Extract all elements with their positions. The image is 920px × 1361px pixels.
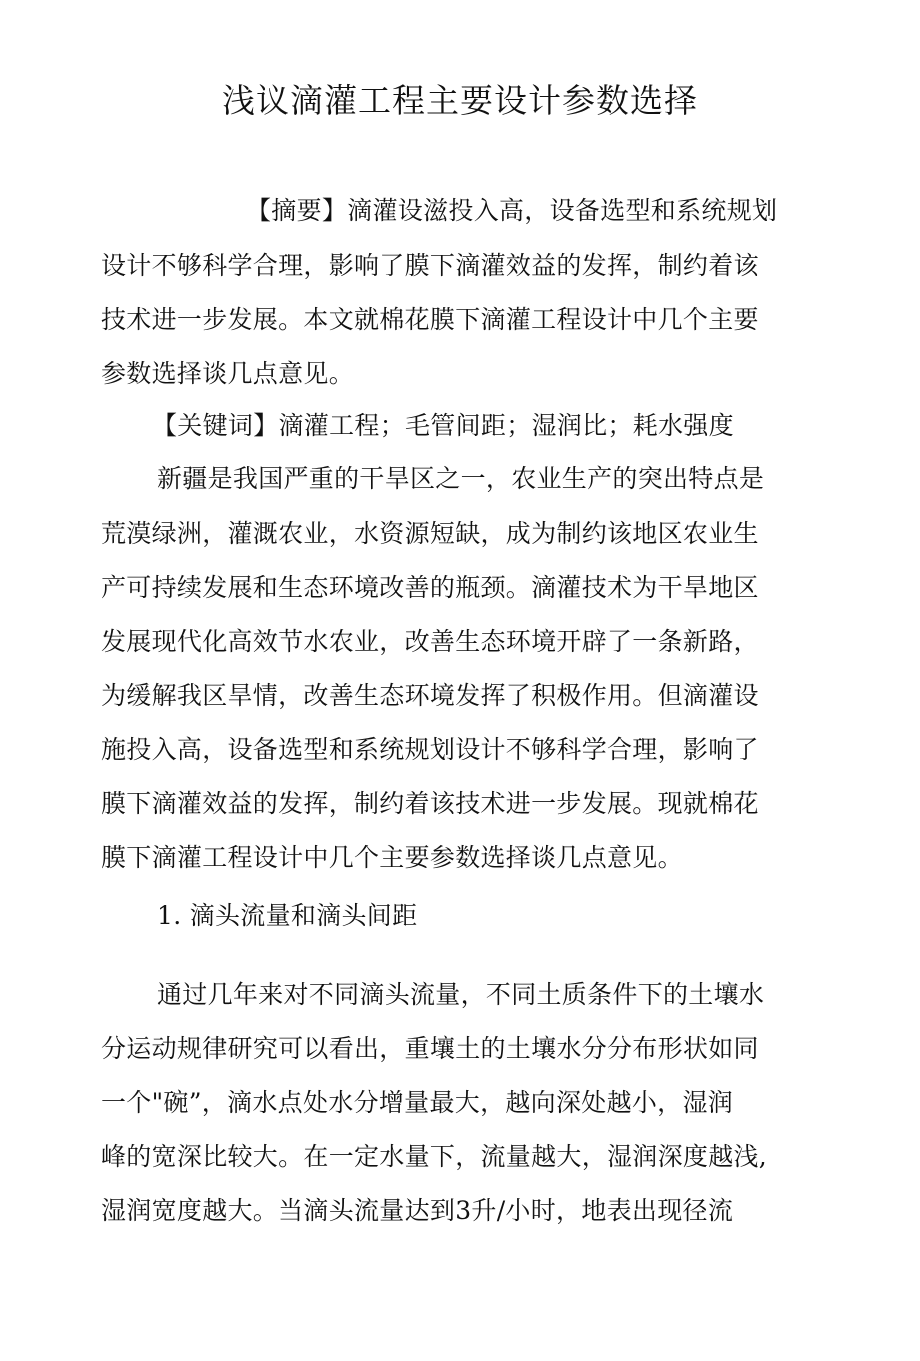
intro-line: 膜下滴灌效益的发挥，制约着该技术进一步发展。现就棉花 bbox=[101, 789, 759, 818]
section1-line: 分运动规律研究可以看出，重壤土的土壤水分分布形状如同 bbox=[101, 1034, 759, 1063]
section1-line: 一个"碗”，滴水点处水分增量最大，越向深处越小，湿润 bbox=[101, 1088, 734, 1117]
keywords-line: 【关键词】滴灌工程；毛管间距；湿润比；耗水强度 bbox=[152, 411, 734, 440]
abstract-line: 参数选择谈几点意见。 bbox=[101, 359, 355, 388]
abstract-line: 【摘要】滴灌设滋投入高，设备选型和系统规划 bbox=[246, 196, 778, 225]
intro-line: 施投入高，设备选型和系统规划设计不够科学合理，影响了 bbox=[101, 735, 759, 764]
section1-line: 湿润宽度越大。当滴头流量达到3升/小时，地表出现径流 bbox=[101, 1196, 734, 1225]
intro-line: 为缓解我区旱情，改善生态环境发挥了积极作用。但滴灌设 bbox=[101, 681, 759, 710]
section1-line: 通过几年来对不同滴头流量，不同土质条件下的土壤水 bbox=[157, 980, 765, 1009]
intro-line: 发展现代化高效节水农业，改善生态环境开辟了一条新路， bbox=[101, 627, 759, 656]
section-heading: 1. 滴头流量和滴头间距 bbox=[157, 901, 418, 930]
intro-line: 荒漠绿洲，灌溉农业，水资源短缺，成为制约该地区农业生 bbox=[101, 519, 759, 548]
abstract-line: 技术进一步发展。本文就棉花膜下滴灌工程设计中几个主要 bbox=[101, 305, 759, 334]
section1-line: 峰的宽深比较大。在一定水量下，流量越大，湿润深度越浅, bbox=[101, 1142, 768, 1171]
document-title: 浅议滴灌工程主要设计参数选择 bbox=[222, 81, 698, 120]
intro-line: 产可持续发展和生态环境改善的瓶颈。滴灌技术为干旱地区 bbox=[101, 573, 759, 602]
intro-line: 膜下滴灌工程设计中几个主要参数选择谈几点意见。 bbox=[101, 843, 683, 872]
intro-line: 新疆是我国严重的干旱区之一，农业生产的突出特点是 bbox=[157, 464, 765, 493]
abstract-line: 设计不够科学合理，影响了膜下滴灌效益的发挥，制约着该 bbox=[101, 251, 759, 280]
